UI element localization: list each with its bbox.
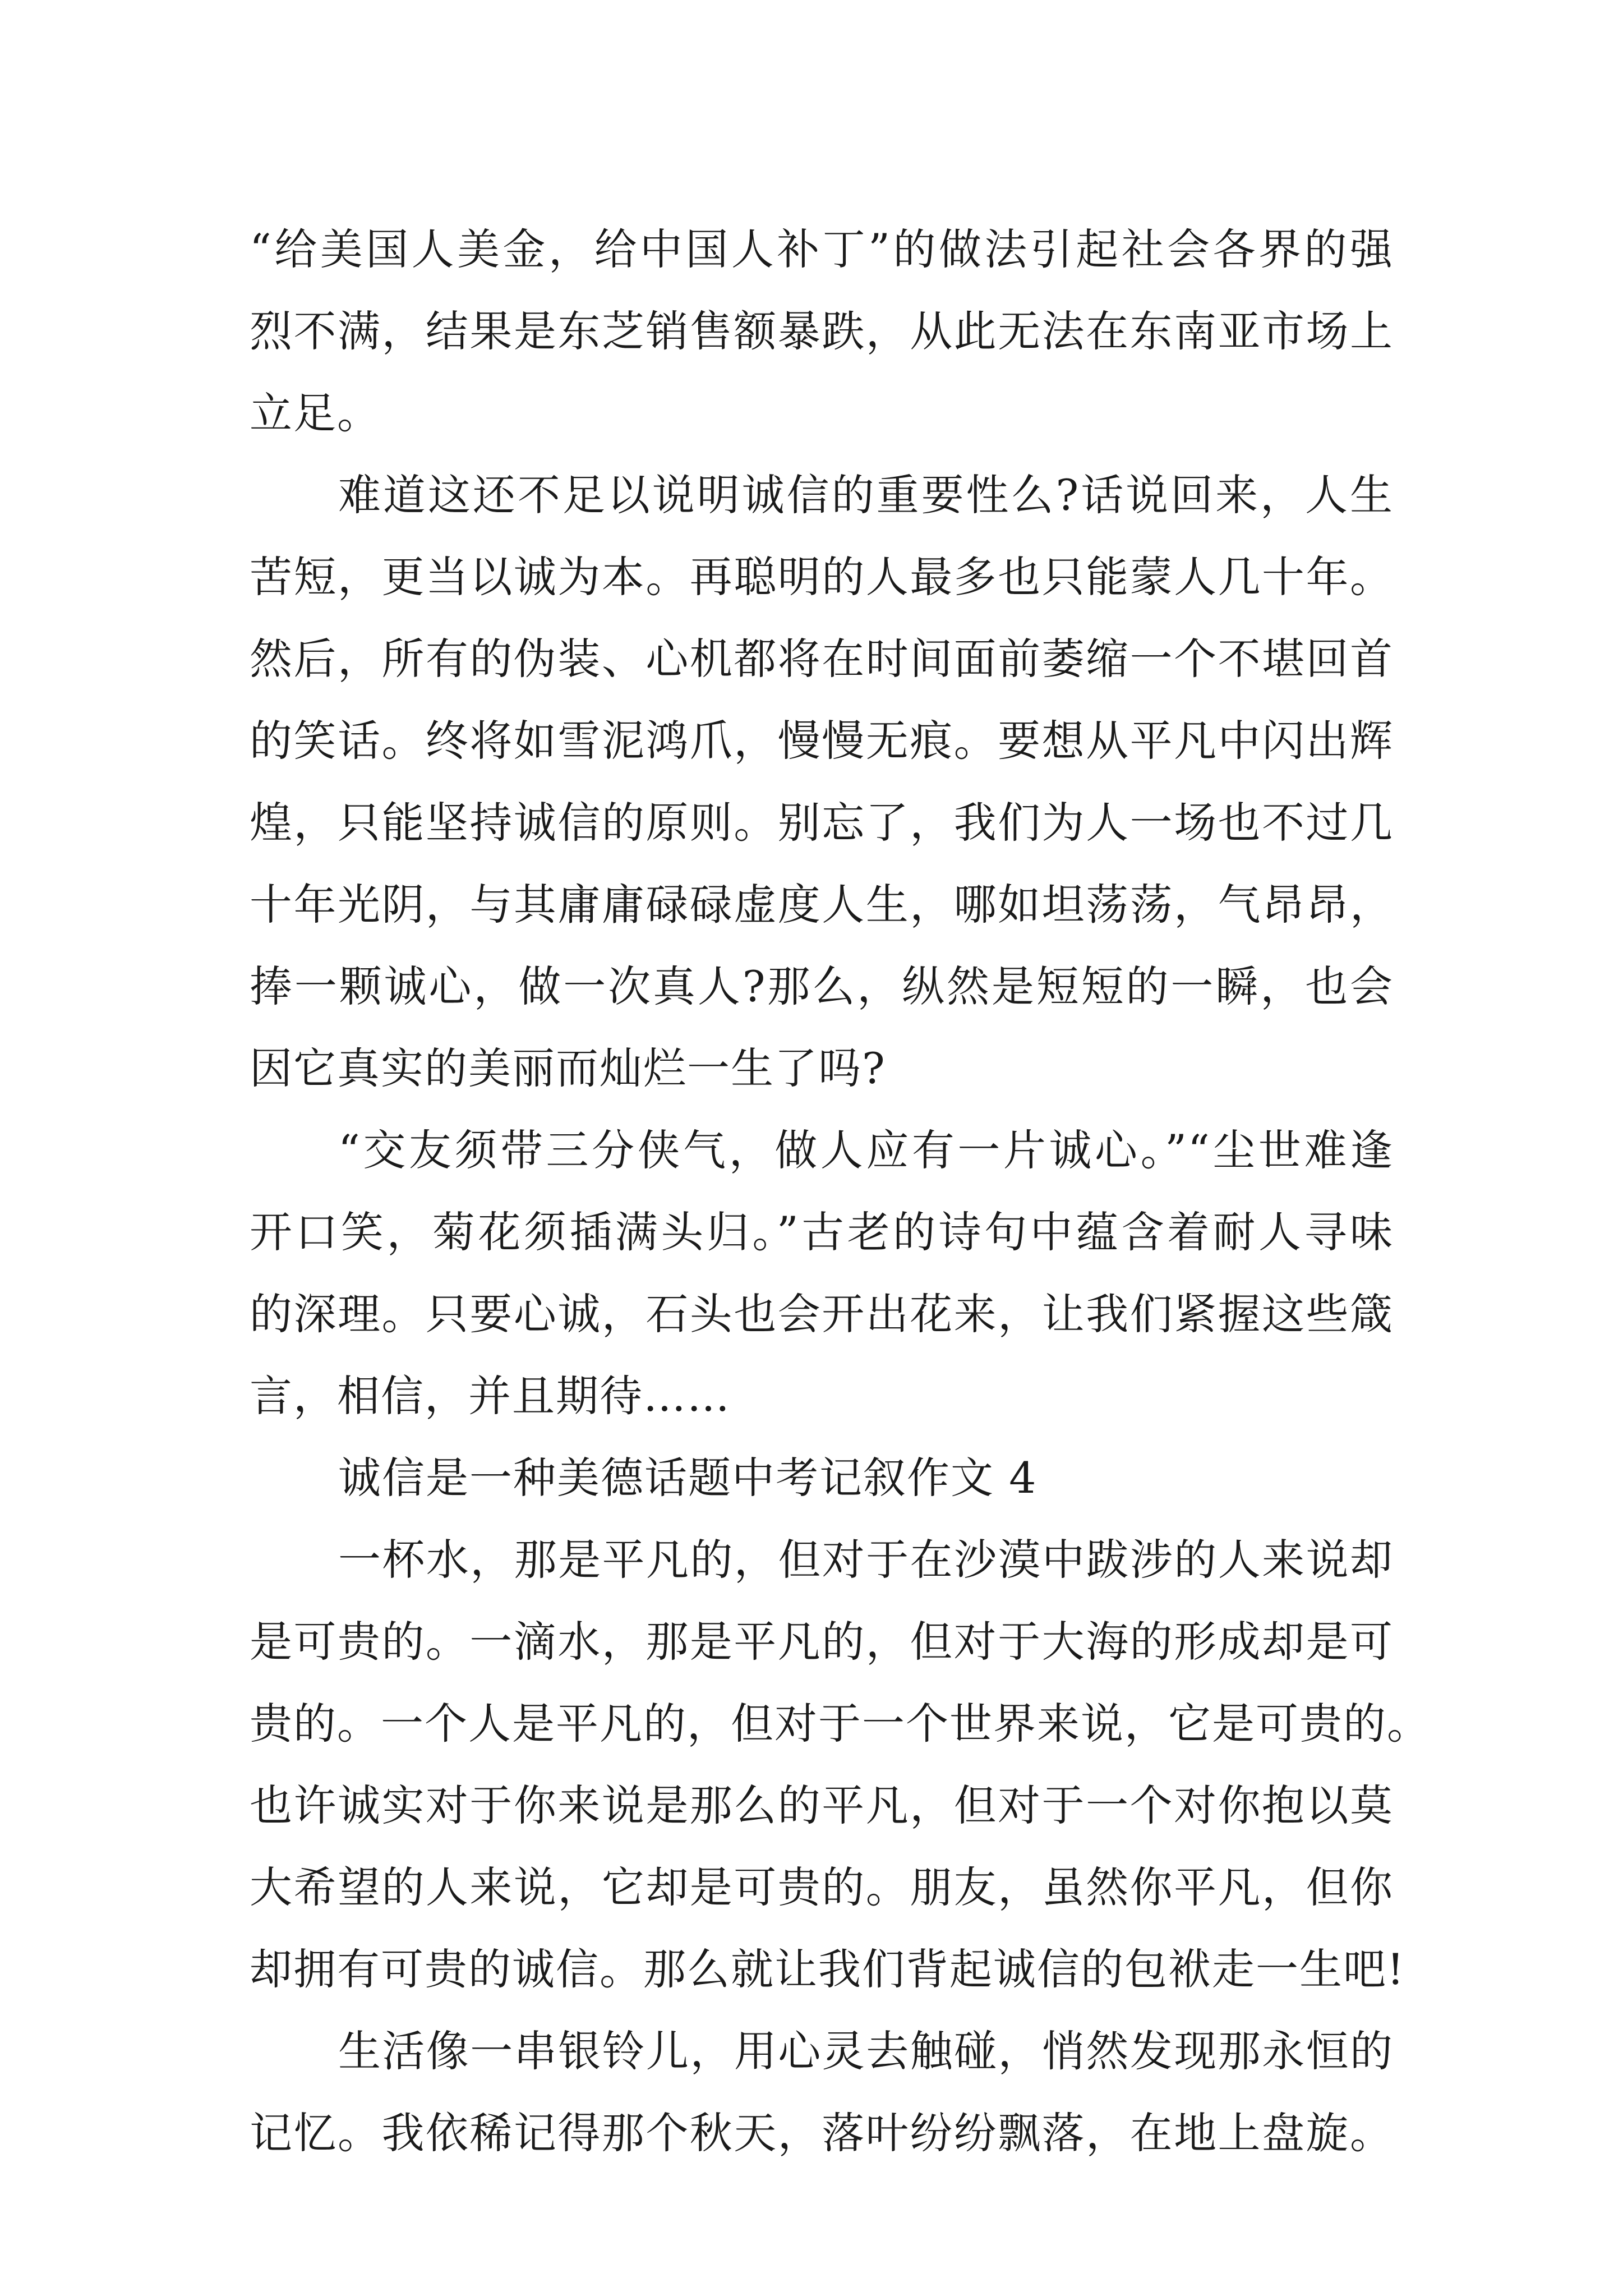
text-line: 记忆。我依稀记得那个秋天，落叶纷纷飘落，在地上盘旋。 — [250, 2108, 1394, 2158]
text-line: 因它真实的美丽而灿烂一生了吗? — [250, 1043, 886, 1093]
paragraph-first-line: 生活像一串银铃儿，用心灵去触碰，悄然发现那永恒的 — [338, 2026, 1394, 2076]
text-line: 十年光阴，与其庸庸碌碌虚度人生，哪如坦荡荡，气昂昂， — [250, 880, 1394, 930]
paragraph-first-line: 难道这还不足以说明诚信的重要性么?话说回来，人生 — [338, 470, 1394, 520]
paragraph-first-line: 一杯水，那是平凡的，但对于在沙漠中跋涉的人来说却 — [338, 1535, 1394, 1585]
text-line: 苦短，更当以诚为本。再聪明的人最多也只能蒙人几十年。 — [250, 552, 1394, 602]
text-line: 也许诚实对于你来说是那么的平凡，但对于一个对你抱以莫 — [250, 1780, 1394, 1830]
body-text — [250, 209, 1431, 2174]
text-line: 言，相信，并且期待…… — [250, 1371, 731, 1421]
text-line: 却拥有可贵的诚信。那么就让我们背起诚信的包袱走一生吧! — [250, 1944, 1405, 1994]
text-line: 贵的。一个人是平凡的，但对于一个世界来说，它是可贵的。 — [250, 1699, 1431, 1749]
text-line: 大希望的人来说，它却是可贵的。朋友，虽然你平凡，但你 — [250, 1862, 1394, 1912]
text-line: 然后，所有的伪装、心机都将在时间面前萎缩一个不堪回首 — [250, 634, 1394, 684]
text-line: 的深理。只要心诚，石头也会开出花来，让我们紧握这些箴 — [250, 1289, 1394, 1339]
text-line: 的笑话。终将如雪泥鸿爪，慢慢无痕。要想从平凡中闪出辉 — [250, 716, 1394, 766]
section-title: 诚信是一种美德话题中考记叙作文 4 — [338, 1453, 1038, 1503]
text-line: 开口笑，菊花须插满头归。”古老的诗句中蕴含着耐人寻味 — [250, 1207, 1394, 1257]
text-line: 捧一颗诚心，做一次真人?那么，纵然是短短的一瞬，也会 — [250, 961, 1394, 1011]
text-line: 烈不满，结果是东芝销售额暴跌，从此无法在东南亚市场上 — [250, 306, 1394, 356]
text-line: 是可贵的。一滴水，那是平凡的，但对于大海的形成却是可 — [250, 1617, 1394, 1667]
text-line: 立足。 — [250, 388, 381, 438]
paragraph-first-line: “交友须带三分侠气，做人应有一片诚心。”“尘世难逢 — [338, 1125, 1394, 1175]
text-line: “给美国人美金，给中国人补丁”的做法引起社会各界的强 — [250, 224, 1394, 274]
text-line: 煌，只能坚持诚信的原则。别忘了，我们为人一场也不过几 — [250, 798, 1394, 848]
